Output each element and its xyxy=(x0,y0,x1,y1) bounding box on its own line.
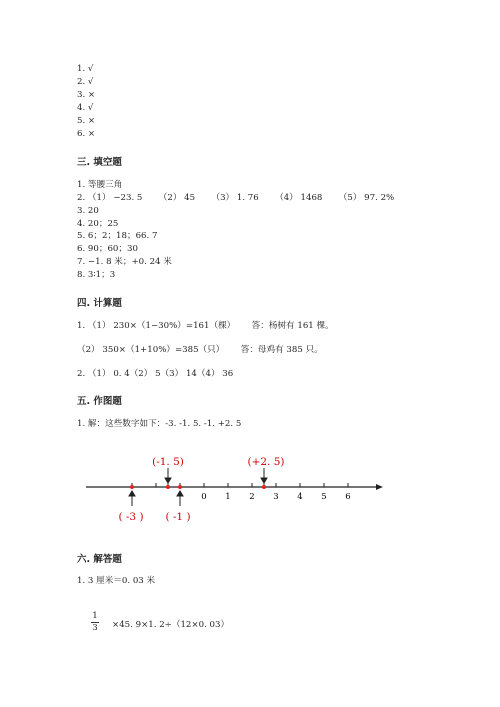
section-title-calculation: 四. 计算题 xyxy=(77,298,122,309)
tick-label: 1 xyxy=(225,492,231,502)
point-neg1-5 xyxy=(166,485,170,489)
expression: ×45. 9×1. 2÷（12×0. 03） xyxy=(112,620,230,630)
answer-line: 3. 20 xyxy=(77,206,99,216)
tick-labels xyxy=(201,492,350,502)
tick-label: 3 xyxy=(273,492,279,502)
label-neg3: ( -3 ) xyxy=(118,511,144,523)
arrow-up-head-icon xyxy=(129,491,135,496)
arrow-down-head-icon xyxy=(165,478,171,483)
tick-label: 5 xyxy=(321,492,327,502)
section-title-drawing: 五. 作图题 xyxy=(77,396,122,407)
answer-line: 1. 3 厘米＝0. 03 米 xyxy=(77,576,156,586)
answer-line: 7. −1. 8 米；+0. 24 米 xyxy=(77,257,172,267)
answer-line: 2. （1） −23. 5 （2） 45 （3） 1. 76 （4） 1468 （5） 97. 2% xyxy=(77,193,395,203)
section-title-fill-blank: 三. 填空题 xyxy=(77,157,122,168)
point-pos2-5 xyxy=(262,485,266,489)
label-pos2-5: (+2. 5) xyxy=(247,456,285,468)
tick-label: 0 xyxy=(201,492,207,502)
answer-line: 6. 90；60；30 xyxy=(77,244,138,254)
answer-line: 5. × xyxy=(77,116,96,126)
answer-line: 1. 解：这些数字如下：-3. -1. 5. -1. +2. 5 xyxy=(77,419,242,429)
answer-line: 4. 20；25 xyxy=(77,219,119,229)
answer-line: 2. （1） 0. 4（2） 5（3） 14（4） 36 xyxy=(77,369,234,379)
answer-line: 6. × xyxy=(77,129,96,139)
label-neg1: ( -1 ) xyxy=(165,511,191,523)
tick-label: 2 xyxy=(249,492,255,502)
section-title-solve: 六. 解答题 xyxy=(77,554,122,565)
answer-line: （2） 350×（1+10%）=385（只） 答：母鸡有 385 只。 xyxy=(77,345,323,355)
number-line-figure xyxy=(0,440,500,540)
tick-marks xyxy=(132,483,348,487)
arrow-down-head-icon xyxy=(261,478,267,483)
answer-line: 3. × xyxy=(77,90,96,100)
label-neg1-5: (-1. 5) xyxy=(152,456,184,468)
answer-line: 4. √ xyxy=(77,103,94,113)
arrow-up-head-icon xyxy=(177,491,183,496)
answer-line: 1. 等腰三角 xyxy=(77,180,123,190)
tick-label: 6 xyxy=(345,492,351,502)
fraction-numerator: 1 xyxy=(92,611,98,621)
fraction-denominator: 3 xyxy=(92,623,98,633)
arrow-right-icon xyxy=(376,484,383,490)
tick-label: 4 xyxy=(297,492,303,502)
point-neg3 xyxy=(130,485,134,489)
answer-line: 5. 6；2；18；66. 7 xyxy=(77,231,158,241)
answer-line: 8. 3∶1；3 xyxy=(77,270,116,280)
fraction xyxy=(90,611,100,634)
answer-line: 1. √ xyxy=(77,64,94,74)
point-neg1 xyxy=(178,485,182,489)
answer-line: 2. √ xyxy=(77,77,94,87)
answer-line: 1. （1） 230×（1−30%）=161（棵） 答：杨树有 161 棵。 xyxy=(77,321,334,331)
